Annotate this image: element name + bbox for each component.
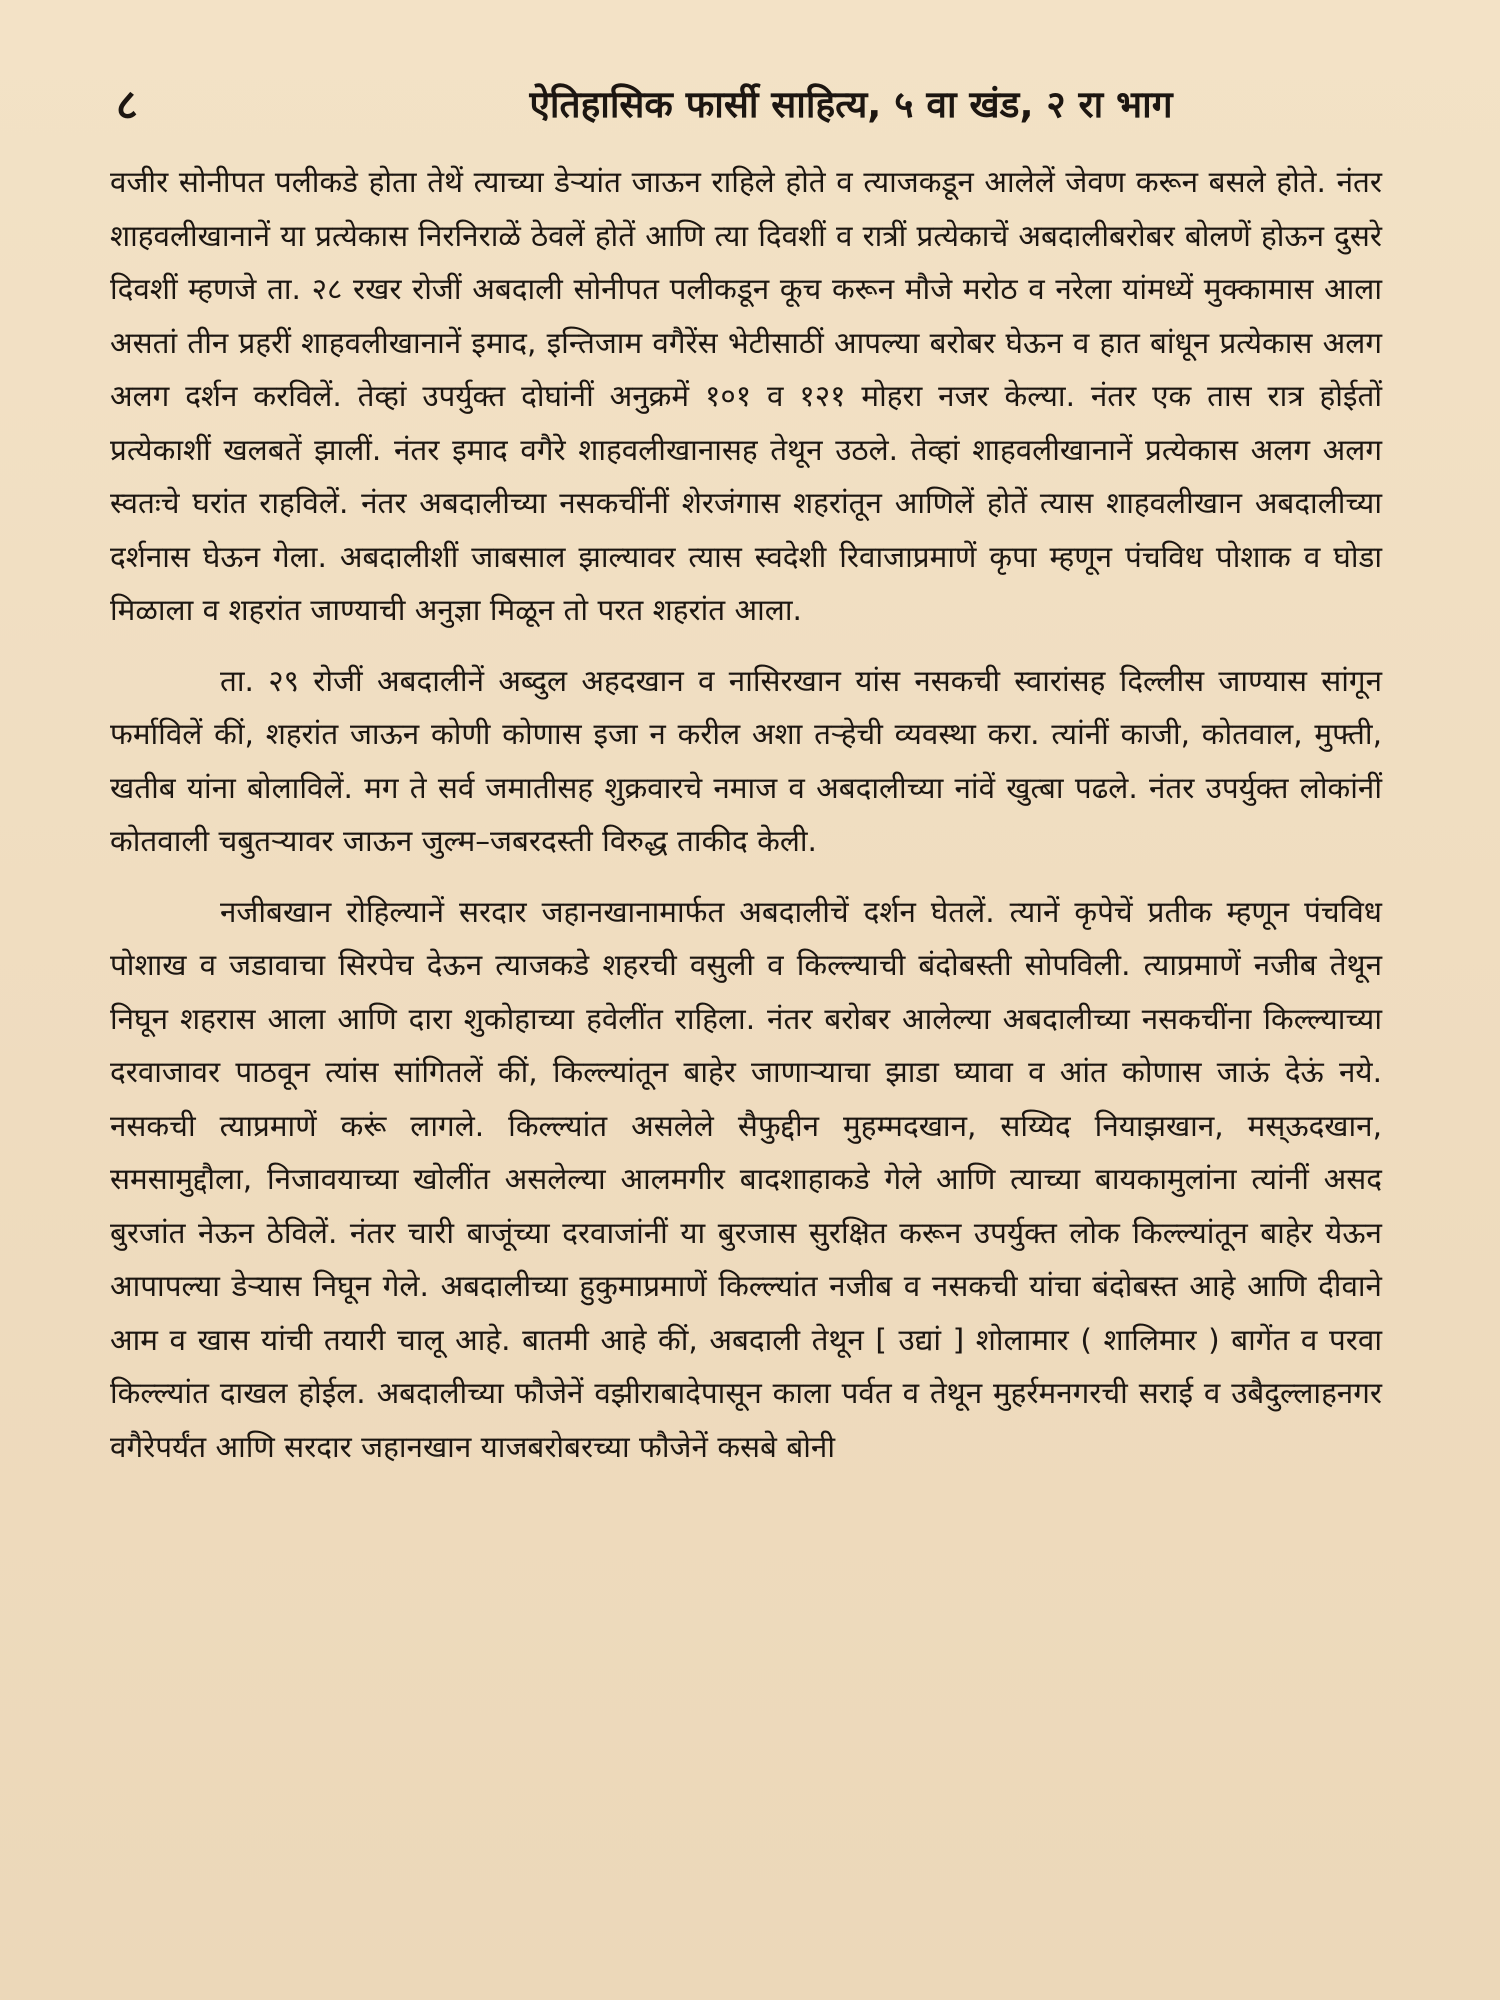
- running-title: ऐतिहासिक फार्सी साहित्य, ५ वा खंड, २ रा भाग: [529, 83, 1173, 126]
- paragraph: नजीबखान रोहिल्यानें सरदार जहानखानामार्फत अबदालीचें दर्शन घेतलें. त्यानें कृपेचें प्रतीक म्हणून पंचविध पोशाख व जडावाचा सिरपेच देऊन त्याजकडे शहरची वसुली व किल्ल्याची बंदोबस्ती सोपविली. त्याप्रमाणें नजीब तेथून निघून शहरास आला आणि दारा शुकोहाच्या हवेलींत राहिला. नंतर बरोबर आलेल्या अबदालीच्या नसकचींना किल्ल्याच्या दरवाजावर पाठवून त्यांस सांगितलें कीं, किल्ल्यांतून बाहेर जाणाऱ्याचा झाडा घ्यावा व आंत कोणास जाऊं देऊं नये. नसकची त्याप्रमाणें करूं लागले. किल्ल्यांत असलेले सैफुद्दीन मुहम्मदखान, सय्यिद नियाझखान, मस्ऊदखान, समसामुद्दौला, निजावयाच्या खोलींत असलेल्या आलमगीर बादशाहाकडे गेले आणि त्याच्या बायकामुलांना त्यांनीं असद बुरजांत नेऊन ठेविलें. नंतर चारी बाजूंच्या दरवाजांनीं या बुरजास सुरक्षित करून उपर्युक्त लोक किल्ल्यांतून बाहेर येऊन आपापल्या डेऱ्यास निघून गेले. अबदालीच्या हुकुमाप्रमाणें किल्ल्यांत नजीब व नसकची यांचा बंदोबस्त आहे आणि दीवाने आम व खास यांची तयारी चालू आहे. बातमी आहे कीं, अबदाली तेथून [ उद्यां ] शोलामार ( शालिमार ) बागेंत व परवा किल्ल्यांत दाखल होईल. अबदालीच्या फौजेनें वझीराबादेपासून काला पर्वत व तेथून मुहर्रमनगरची सराई व उबैदुल्लाहनगर वगैरेपर्यंत आणि सरदार जहानखान याजबरोबरच्या फौजेनें कसबे बोनी: [110, 894, 1382, 1464]
- paragraph: ता. २९ रोजीं अबदालीनें अब्दुल अहदखान व नासिरखान यांस नसकची स्वारांसह दिल्लीस जाण्यास सांगून फर्माविलें कीं, शहरांत जाऊन कोणी कोणास इजा न करील अशा तऱ्हेची व्यवस्था करा. त्यांनीं काजी, कोतवाल, मुफ्ती, खतीब यांना बोलाविलें. मग ते सर्व जमातीसह शुक्रवारचे नमाज व अबदालीच्या नांवें खुत्बा पढले. नंतर उपर्युक्त लोकांनीं कोतवाली चबुतऱ्यावर जाऊन जुल्म–जबरदस्ती विरुद्ध ताकीद केली.: [110, 663, 1382, 858]
- page-header: [110, 70, 1382, 140]
- body-text: [110, 156, 1382, 1474]
- page-number: ८: [116, 80, 138, 129]
- paragraph: वजीर सोनीपत पलीकडे होता तेथें त्याच्या डेऱ्यांत जाऊन राहिले होते व त्याजकडून आलेलें जेवण करून बसले होते. नंतर शाहवलीखानानें या प्रत्येकास निरनिराळें ठेवलें होतें आणि त्या दिवशीं व रात्रीं प्रत्येकाचें अबदालीबरोबर बोलणें होऊन दुसरे दिवशीं म्हणजे ता. २८ रखर रोजीं अबदाली सोनीपत पलीकडून कूच करून मौजे मरोठ व नरेला यांमध्यें मुक्कामास आला असतां तीन प्रहरीं शाहवलीखानानें इमाद, इन्तिजाम वगैरेंस भेटीसाठीं आपल्या बरोबर घेऊन व हात बांधून प्रत्येकास अलग अलग दर्शन करविलें. तेव्हां उपर्युक्त दोघांनीं अनुक्रमें १०१ व १२१ मोहरा नजर केल्या. नंतर एक तास रात्र होईतों प्रत्येकाशीं खलबतें झालीं. नंतर इमाद वगैरे शाहवलीखानासह तेथून उठले. तेव्हां शाहवलीखानानें प्रत्येकास अलग अलग स्वतःचे घरांत राहविलें. नंतर अबदालीच्या नसकचींनीं शेरजंगास शहरांतून आणिलें होतें त्यास शाहवलीखान अबदालीच्या दर्शनास घेऊन गेला. अबदालीशीं जाबसाल झाल्यावर त्यास स्वदेशी रिवाजाप्रमाणें कृपा म्हणून पंचविध पोशाक व घोडा मिळाला व शहरांत जाण्याची अनुज्ञा मिळून तो परत शहरांत आला.: [110, 165, 1382, 627]
